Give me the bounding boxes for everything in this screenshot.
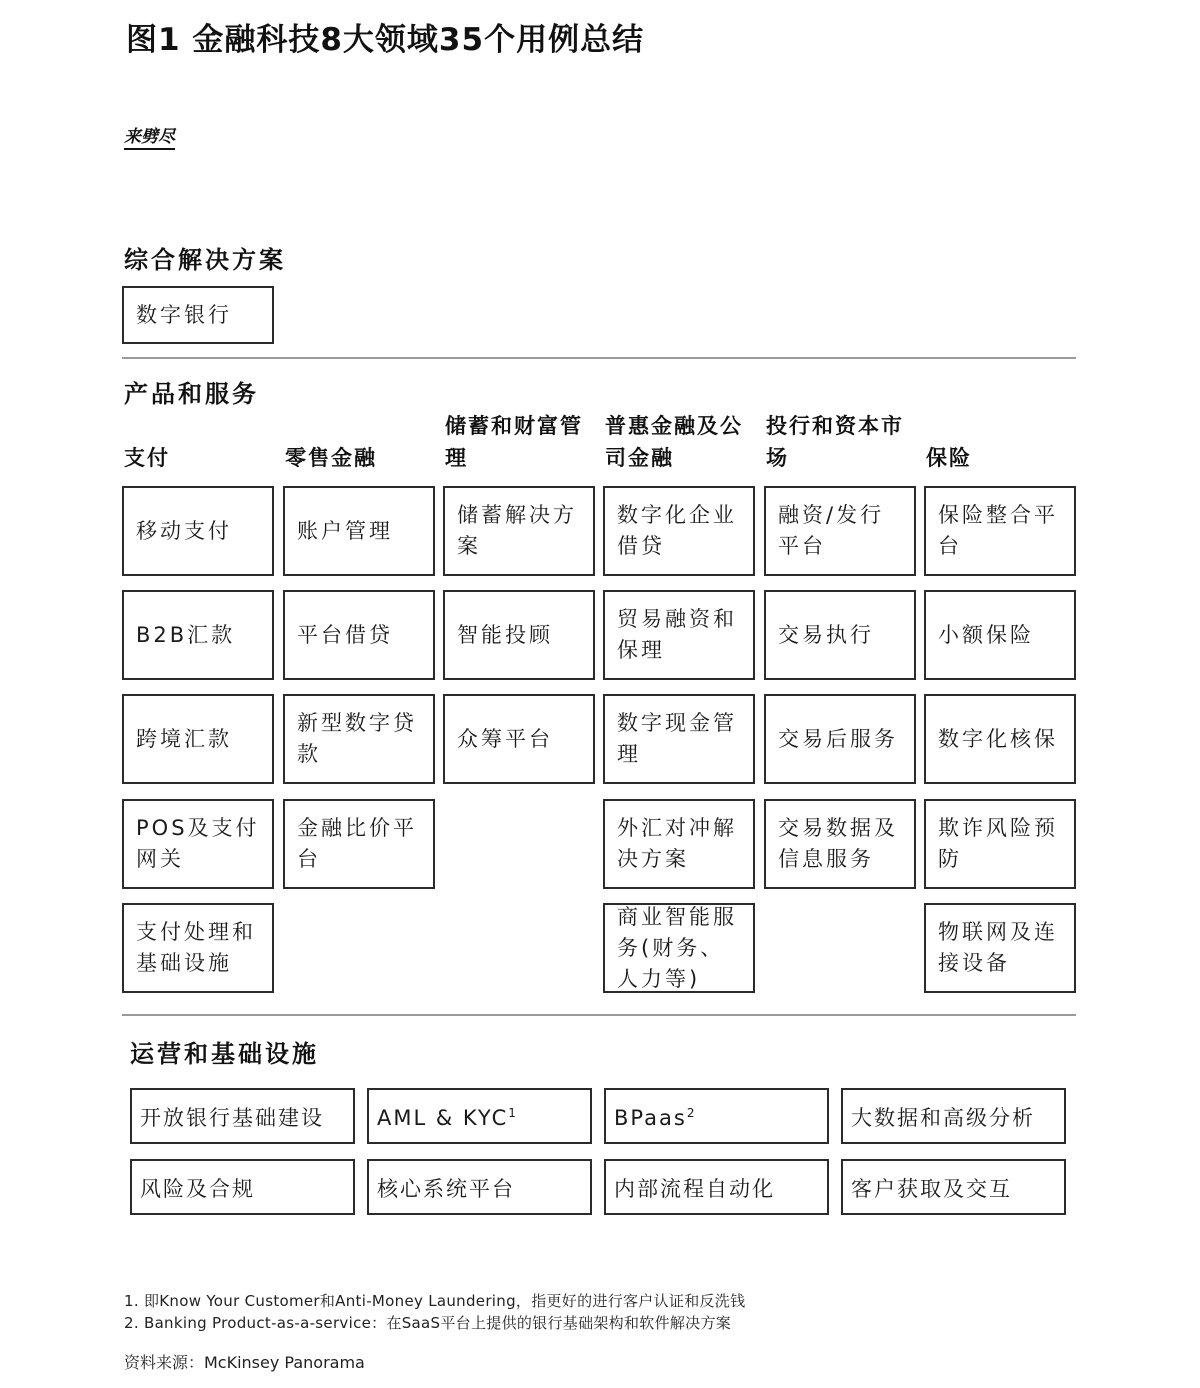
usecase-box xyxy=(924,799,1076,889)
usecase-box xyxy=(924,486,1076,576)
ops-label: 风险及合规 xyxy=(140,1177,255,1201)
usecase-label: 保险整合平台 xyxy=(938,503,1058,558)
header-tag: 来劈尽 xyxy=(124,122,175,150)
usecase-label: 交易数据及信息服务 xyxy=(778,816,898,871)
usecase-box xyxy=(764,694,916,784)
usecase-label: 数字现金管理 xyxy=(617,711,737,766)
footnote-1: 1. 即Know Your Customer和Anti-Money Laundering，指更好的进行客户认证和反洗钱 xyxy=(124,1292,746,1310)
usecase-box xyxy=(924,903,1076,993)
usecase-label: POS及支付网关 xyxy=(136,816,260,871)
usecase-box xyxy=(122,799,274,889)
ops-label: BPaas$^2$ xyxy=(614,1106,695,1130)
usecase-box xyxy=(122,903,274,993)
usecase-label: B2B汇款 xyxy=(136,622,236,647)
usecase-box xyxy=(764,590,916,680)
ops-label: 核心系统平台 xyxy=(377,1177,515,1201)
ops-box xyxy=(367,1088,592,1144)
usecase-box xyxy=(603,799,755,889)
footnote-marker: 2 xyxy=(686,1106,695,1120)
ops-label: 大数据和高级分析 xyxy=(851,1106,1035,1130)
usecase-label: 移动支付 xyxy=(136,518,232,543)
column-header-savings-wealth: 储蓄和财富管理 xyxy=(445,414,583,470)
usecase-label: 储蓄解决方案 xyxy=(457,503,577,558)
usecase-label: 贸易融资和保理 xyxy=(617,607,737,662)
column-header-insurance: 保险 xyxy=(926,446,972,470)
usecase-label: 众筹平台 xyxy=(457,726,553,751)
figure-title: 图1 金融科技8大领域35个用例总结 xyxy=(126,22,645,58)
box-digital-bank: 数字银行 xyxy=(122,286,274,344)
ops-box xyxy=(841,1088,1066,1144)
column-header-ib-capital-markets: 投行和资本市场 xyxy=(766,414,904,470)
divider-top xyxy=(122,357,1076,359)
usecase-box xyxy=(603,903,755,993)
usecase-label: 外汇对冲解决方案 xyxy=(617,816,737,871)
ops-label: 客户获取及交互 xyxy=(851,1177,1012,1201)
usecase-label: 新型数字贷款 xyxy=(297,711,417,766)
footnote-marker: 1 xyxy=(508,1106,516,1120)
column-header-retail-finance: 零售金融 xyxy=(285,446,377,470)
usecase-label: 账户管理 xyxy=(297,518,393,543)
usecase-label: 智能投顾 xyxy=(457,622,553,647)
usecase-label: 数字化核保 xyxy=(938,726,1058,751)
column-header-payments: 支付 xyxy=(124,446,170,470)
usecase-box xyxy=(283,799,435,889)
usecase-box xyxy=(443,486,595,576)
ops-label: 内部流程自动化 xyxy=(614,1177,775,1201)
usecase-box xyxy=(122,694,274,784)
column-header-sme-corporate: 普惠金融及公司金融 xyxy=(605,414,743,470)
usecase-box xyxy=(443,590,595,680)
usecase-label: 欺诈风险预防 xyxy=(938,816,1058,871)
ops-box xyxy=(367,1159,592,1215)
usecase-label: 融资/发行平台 xyxy=(778,503,885,558)
section-integrated-title: 综合解决方案 xyxy=(124,246,286,274)
usecase-box xyxy=(603,694,755,784)
ops-box xyxy=(604,1159,829,1215)
usecase-box xyxy=(443,694,595,784)
usecase-label: 交易后服务 xyxy=(778,726,898,751)
usecase-label: 平台借贷 xyxy=(297,622,393,647)
usecase-box xyxy=(122,590,274,680)
usecase-label: 小额保险 xyxy=(938,622,1034,647)
source-note: 资料来源：McKinsey Panorama xyxy=(124,1353,365,1372)
usecase-box xyxy=(764,799,916,889)
ops-box xyxy=(841,1159,1066,1215)
usecase-label: 物联网及连接设备 xyxy=(938,920,1058,975)
usecase-label: 跨境汇款 xyxy=(136,726,232,751)
ops-label: AML & KYC$^1$ xyxy=(377,1106,516,1130)
usecase-box xyxy=(283,694,435,784)
section-operations-title: 运营和基础设施 xyxy=(130,1040,319,1068)
ops-box xyxy=(604,1088,829,1144)
usecase-label: 数字化企业借贷 xyxy=(617,503,737,558)
usecase-box xyxy=(283,590,435,680)
usecase-label: 商业智能服务(财务、人力等) xyxy=(617,904,737,991)
usecase-box xyxy=(283,486,435,576)
ops-label: 开放银行基础建设 xyxy=(140,1106,324,1130)
usecase-box xyxy=(603,590,755,680)
usecase-box xyxy=(924,590,1076,680)
section-products-title: 产品和服务 xyxy=(124,380,259,408)
ops-box xyxy=(130,1088,355,1144)
divider-bottom xyxy=(122,1014,1076,1016)
usecase-label: 交易执行 xyxy=(778,622,874,647)
usecase-label: 支付处理和基础设施 xyxy=(136,920,256,975)
usecase-box xyxy=(924,694,1076,784)
usecase-label: 金融比价平台 xyxy=(297,816,417,871)
ops-box xyxy=(130,1159,355,1215)
usecase-box xyxy=(764,486,916,576)
footnote-2: 2. Banking Product-as-a-service：在SaaS平台上提供的银行基础架构和软件解决方案 xyxy=(124,1314,732,1332)
usecase-box xyxy=(603,486,755,576)
usecase-box xyxy=(122,486,274,576)
